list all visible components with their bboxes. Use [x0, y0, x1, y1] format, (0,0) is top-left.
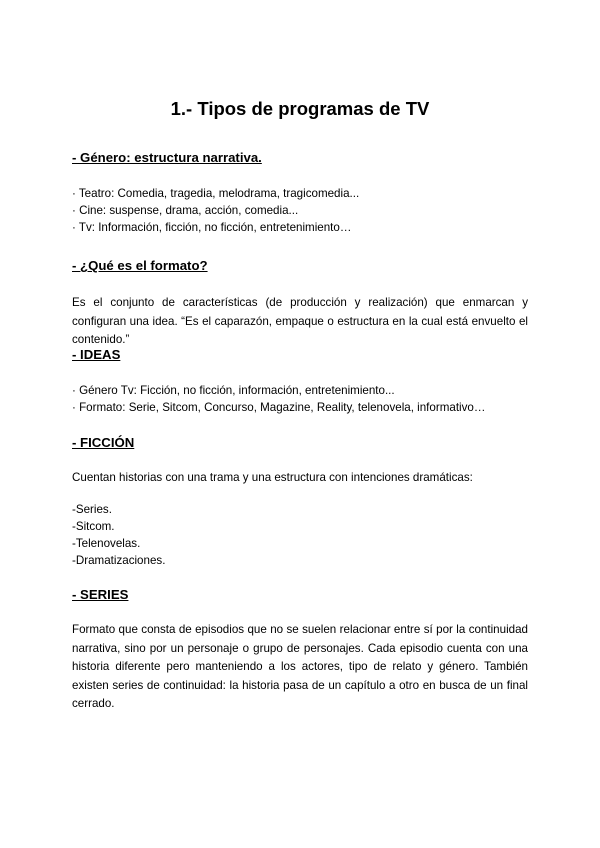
list-item: · Tv: Información, ficción, no ficción, entretenimiento… — [72, 221, 352, 234]
series-paragraph: Formato que consta de episodios que no se suelen relacionar entre sí por la continuidad narrativa, sino por un personaje o grupo de personajes. Cada episodio cuenta con una historia diferente pero manteniendo a los actores, tipo de relato y género. También existen series de continuidad: la historia pasa de un capítulo a otro en busca de un final cerrado. — [72, 623, 528, 711]
list-item: -Telenovelas. — [72, 537, 141, 550]
page-title: 1.- Tipos de programas de TV — [170, 98, 430, 119]
formato-paragraph: Es el conjunto de características (de producción y realización) que enmarcan y configuran una idea. “Es el caparazón, empaque o estructura en la cual está envuelto el contenido.” — [72, 296, 528, 347]
list-item: · Teatro: Comedia, tragedia, melodrama, tragicomedia... — [72, 187, 360, 200]
section-heading-ideas: - IDEAS — [72, 347, 121, 362]
list-item: · Cine: suspense, drama, acción, comedia... — [72, 204, 299, 217]
ficcion-intro: Cuentan historias con una trama y una estructura con intenciones dramáticas: — [72, 471, 473, 484]
section-heading-formato: - ¿Qué es el formato? — [72, 258, 208, 273]
section-heading-series: - SERIES — [72, 587, 129, 602]
list-item: · Formato: Serie, Sitcom, Concurso, Magazine, Reality, telenovela, informativo… — [72, 401, 486, 414]
section-heading-ficcion: - FICCIÓN — [72, 435, 135, 450]
section-heading-genero: - Género: estructura narrativa. — [72, 150, 262, 165]
list-item: -Series. — [72, 503, 112, 516]
list-item: -Sitcom. — [72, 520, 115, 533]
list-item: -Dramatizaciones. — [72, 554, 166, 567]
list-item: · Género Tv: Ficción, no ficción, información, entretenimiento... — [72, 384, 395, 397]
